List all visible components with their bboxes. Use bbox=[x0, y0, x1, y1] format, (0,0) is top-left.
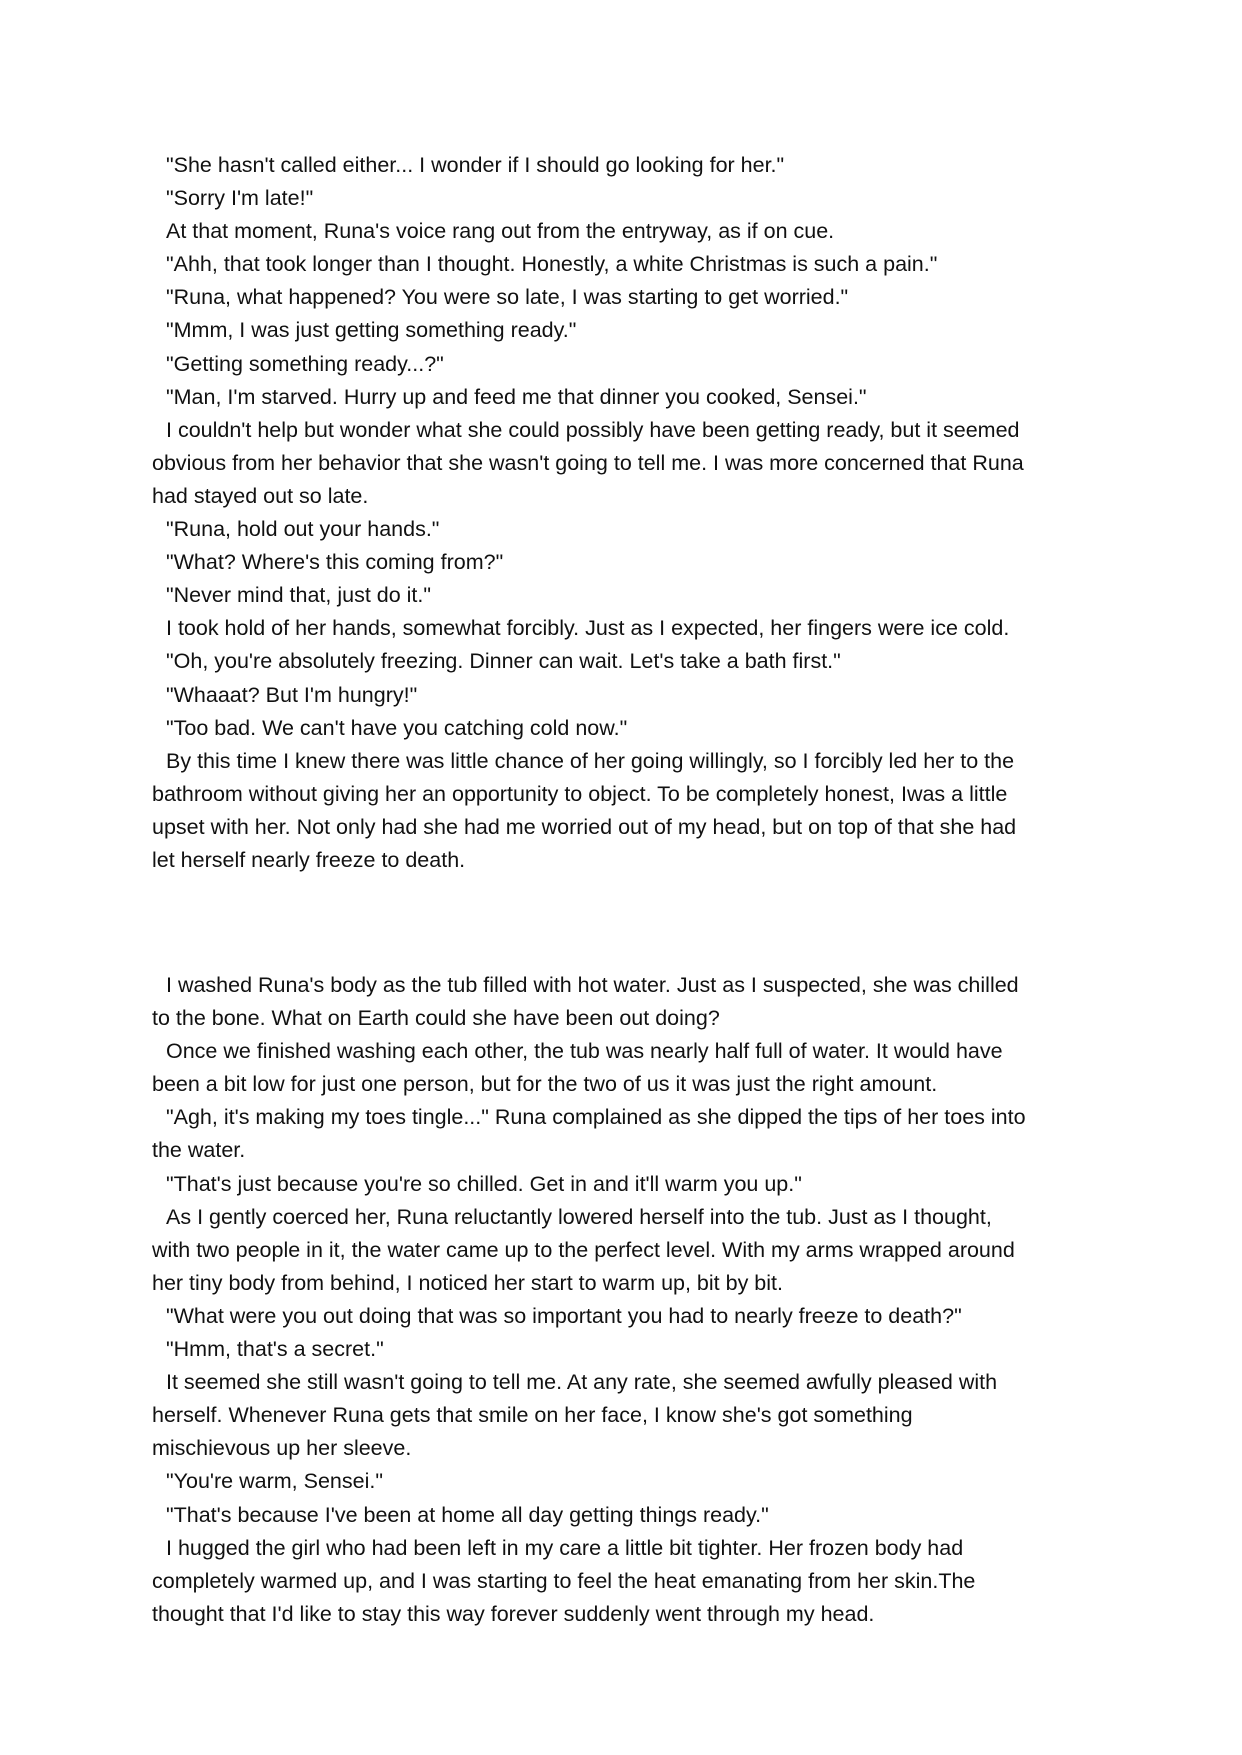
text-line: completely warmed up, and I was starting to feel the heat emanating from her skin.The bbox=[152, 1568, 976, 1593]
text-line: Once we finished washing each other, the tub was nearly half full of water. It would have bbox=[166, 1039, 1003, 1064]
text-line: It seemed she still wasn't going to tell me. At any rate, she seemed awfully pleased with bbox=[166, 1370, 998, 1395]
text-line: "Agh, it's making my toes tingle..." Runa complained as she dipped the tips of her toes into bbox=[166, 1105, 1026, 1130]
text-line: "Runa, hold out your hands." bbox=[166, 517, 440, 542]
text-line: "Getting something ready...?" bbox=[166, 351, 444, 376]
text-line: "Hmm, that's a secret." bbox=[166, 1337, 384, 1362]
text-line: At that moment, Runa's voice rang out from the entryway, as if on cue. bbox=[166, 219, 835, 244]
text-line: I washed Runa's body as the tub filled with hot water. Just as I suspected, she was chilled bbox=[166, 973, 1019, 997]
text-line: the water. bbox=[152, 1138, 246, 1163]
text-line: "She hasn't called either... I wonder if I should go looking for her." bbox=[166, 153, 785, 177]
text-line: had stayed out so late. bbox=[152, 483, 369, 508]
text-line: "Whaaat? But I'm hungry!" bbox=[166, 682, 418, 707]
text-line: thought that I'd like to stay this way forever suddenly went through my head. bbox=[152, 1601, 875, 1626]
text-line: "Ahh, that took longer than I thought. Honestly, a white Christmas is such a pain." bbox=[166, 252, 938, 277]
text-line: By this time I knew there was little chance of her going willingly, so I forcibly led her to the bbox=[166, 748, 1015, 773]
text-section-1 bbox=[152, 149, 1112, 877]
text-line: herself. Whenever Runa gets that smile on her face, I know she's got something bbox=[152, 1403, 913, 1428]
text-line: I couldn't help but wonder what she could possibly have been getting ready, but it seemed bbox=[166, 417, 1020, 442]
text-line: "Runa, what happened? You were so late, I was starting to get worried." bbox=[166, 285, 849, 310]
text-line: "That's because I've been at home all day getting things ready." bbox=[166, 1502, 769, 1527]
text-line: her tiny body from behind, I noticed her start to warm up, bit by bit. bbox=[152, 1270, 783, 1295]
text-line: "That's just because you're so chilled. Get in and it'll warm you up." bbox=[166, 1171, 802, 1196]
text-line: mischievous up her sleeve. bbox=[152, 1436, 412, 1461]
text-line: "Man, I'm starved. Hurry up and feed me that dinner you cooked, Sensei." bbox=[166, 384, 867, 409]
text-line: "Mmm, I was just getting something ready." bbox=[166, 318, 577, 343]
text-line: "Sorry I'm late!" bbox=[166, 186, 314, 211]
text-line: bathroom without giving her an opportunity to object. To be completely honest, Iwas a little bbox=[152, 781, 1008, 806]
text-line: "Too bad. We can't have you catching cold now." bbox=[166, 715, 628, 740]
text-line: I took hold of her hands, somewhat forcibly. Just as I expected, her fingers were ice cold. bbox=[166, 616, 1010, 641]
text-line: obvious from her behavior that she wasn't going to tell me. I was more concerned that Runa bbox=[152, 450, 1024, 475]
text-line: upset with her. Not only had she had me worried out of my head, but on top of that she had bbox=[152, 814, 1017, 839]
text-line: with two people in it, the water came up to the perfect level. With my arms wrapped around bbox=[152, 1237, 1015, 1262]
text-line: been a bit low for just one person, but for the two of us it was just the right amount. bbox=[152, 1072, 938, 1097]
text-line: As I gently coerced her, Runa reluctantly lowered herself into the tub. Just as I thought, bbox=[166, 1204, 992, 1229]
text-line: "Never mind that, just do it." bbox=[166, 583, 432, 608]
text-line: "You're warm, Sensei." bbox=[166, 1469, 383, 1494]
text-line: I hugged the girl who had been left in my care a little bit tighter. Her frozen body had bbox=[166, 1535, 964, 1560]
text-line: "What? Where's this coming from?" bbox=[166, 550, 504, 575]
text-line: let herself nearly freeze to death. bbox=[152, 847, 466, 872]
text-line: "What were you out doing that was so important you had to nearly freeze to death?" bbox=[166, 1303, 962, 1328]
text-section-2 bbox=[152, 969, 1112, 1631]
text-line: to the bone. What on Earth could she have been out doing? bbox=[152, 1006, 720, 1031]
text-line: "Oh, you're absolutely freezing. Dinner can wait. Let's take a bath first." bbox=[166, 649, 841, 674]
